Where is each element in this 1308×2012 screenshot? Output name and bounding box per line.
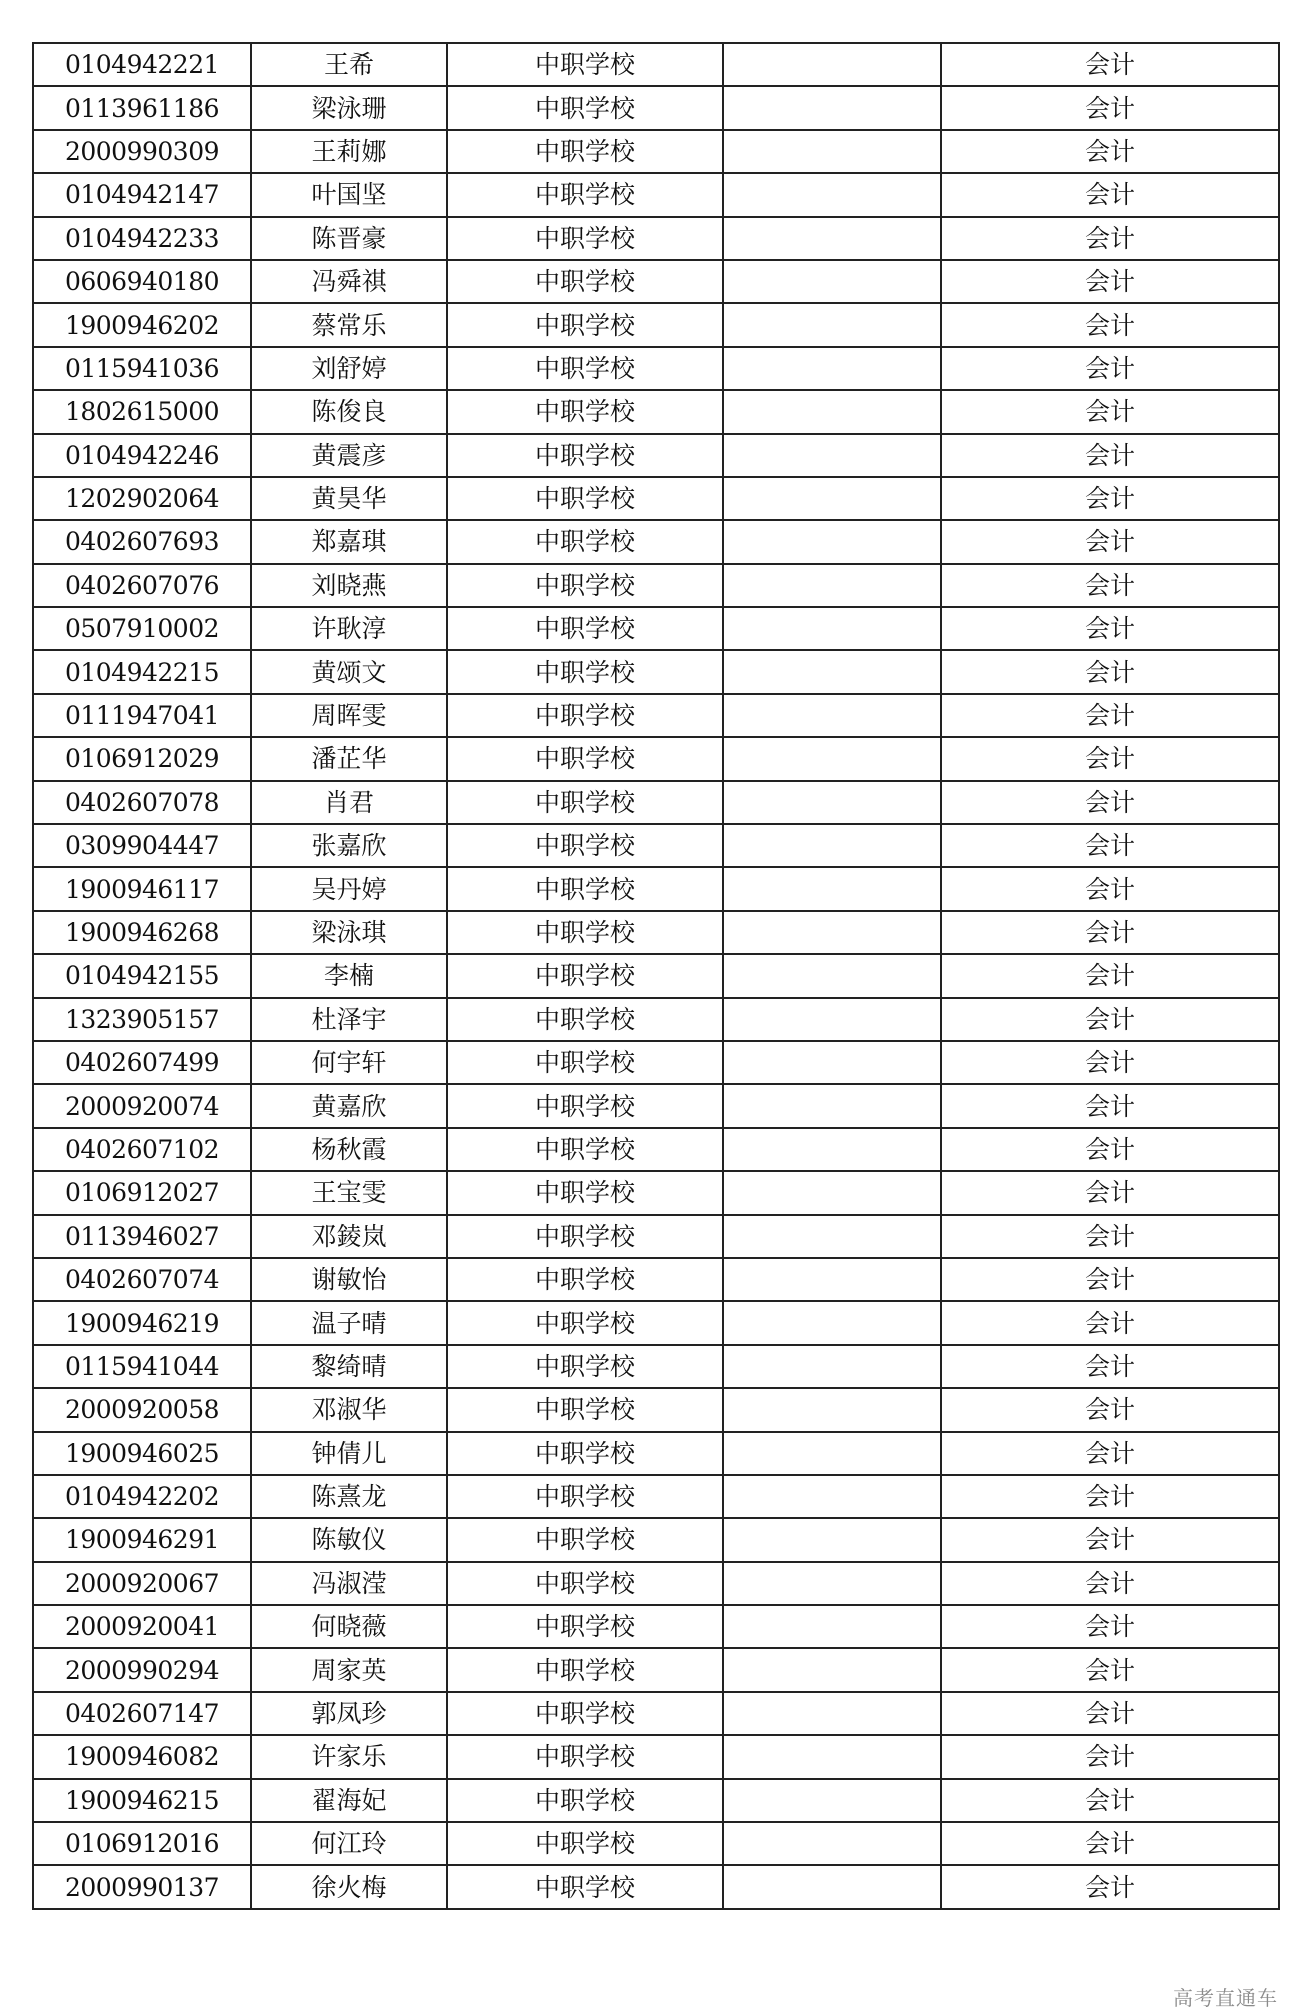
major-cell: 会计 <box>941 1388 1279 1431</box>
school-type-cell: 中职学校 <box>447 390 723 433</box>
candidate-id-cell: 1900946219 <box>33 1301 251 1344</box>
candidate-id-cell: 2000990137 <box>33 1865 251 1908</box>
school-type-cell: 中职学校 <box>447 477 723 520</box>
student-name-cell: 李楠 <box>251 954 447 997</box>
student-name-cell: 徐火梅 <box>251 1865 447 1908</box>
major-cell: 会计 <box>941 1301 1279 1344</box>
school-type-cell: 中职学校 <box>447 1865 723 1908</box>
watermark-text: 高考直通车 <box>1173 1986 1278 2010</box>
student-name-cell: 陈熹龙 <box>251 1475 447 1518</box>
table-row <box>33 867 1279 910</box>
candidate-id-cell: 0606940180 <box>33 260 251 303</box>
roster-table-body <box>33 43 1279 1909</box>
candidate-id-cell: 0106912027 <box>33 1171 251 1214</box>
student-name-cell: 蔡常乐 <box>251 303 447 346</box>
blank-cell <box>723 303 941 346</box>
candidate-id-cell: 0113946027 <box>33 1215 251 1258</box>
school-type-cell: 中职学校 <box>447 1432 723 1475</box>
table-row <box>33 1822 1279 1865</box>
table-row <box>33 86 1279 129</box>
school-type-cell: 中职学校 <box>447 824 723 867</box>
table-row <box>33 303 1279 346</box>
student-name-cell: 黄颂文 <box>251 650 447 693</box>
student-name-cell: 郭凤珍 <box>251 1692 447 1735</box>
major-cell: 会计 <box>941 1562 1279 1605</box>
student-name-cell: 潘芷华 <box>251 737 447 780</box>
school-type-cell: 中职学校 <box>447 1084 723 1127</box>
table-row <box>33 477 1279 520</box>
student-name-cell: 黄震彦 <box>251 434 447 477</box>
major-cell: 会计 <box>941 1735 1279 1778</box>
school-type-cell: 中职学校 <box>447 867 723 910</box>
table-row <box>33 1518 1279 1561</box>
major-cell: 会计 <box>941 607 1279 650</box>
blank-cell <box>723 1692 941 1735</box>
blank-cell <box>723 1345 941 1388</box>
admission-roster-table <box>32 42 1280 1910</box>
major-cell: 会计 <box>941 43 1279 86</box>
school-type-cell: 中职学校 <box>447 1779 723 1822</box>
blank-cell <box>723 694 941 737</box>
blank-cell <box>723 1648 941 1691</box>
blank-cell <box>723 260 941 303</box>
table-row <box>33 737 1279 780</box>
major-cell: 会计 <box>941 1041 1279 1084</box>
major-cell: 会计 <box>941 1692 1279 1735</box>
candidate-id-cell: 0104942233 <box>33 217 251 260</box>
blank-cell <box>723 1215 941 1258</box>
student-name-cell: 吴丹婷 <box>251 867 447 910</box>
candidate-id-cell: 0104942215 <box>33 650 251 693</box>
blank-cell <box>723 43 941 86</box>
table-row <box>33 1735 1279 1778</box>
blank-cell <box>723 1735 941 1778</box>
table-row <box>33 43 1279 86</box>
blank-cell <box>723 867 941 910</box>
candidate-id-cell: 0104942147 <box>33 173 251 216</box>
major-cell: 会计 <box>941 1605 1279 1648</box>
blank-cell <box>723 737 941 780</box>
school-type-cell: 中职学校 <box>447 1301 723 1344</box>
major-cell: 会计 <box>941 998 1279 1041</box>
candidate-id-cell: 0402607076 <box>33 564 251 607</box>
candidate-id-cell: 0115941044 <box>33 1345 251 1388</box>
blank-cell <box>723 1084 941 1127</box>
school-type-cell: 中职学校 <box>447 130 723 173</box>
blank-cell <box>723 607 941 650</box>
major-cell: 会计 <box>941 1432 1279 1475</box>
blank-cell <box>723 1258 941 1301</box>
candidate-id-cell: 0106912016 <box>33 1822 251 1865</box>
school-type-cell: 中职学校 <box>447 1648 723 1691</box>
school-type-cell: 中职学校 <box>447 1258 723 1301</box>
candidate-id-cell: 0402607078 <box>33 781 251 824</box>
table-row <box>33 1084 1279 1127</box>
candidate-id-cell: 0115941036 <box>33 347 251 390</box>
blank-cell <box>723 1562 941 1605</box>
school-type-cell: 中职学校 <box>447 1518 723 1561</box>
student-name-cell: 陈敏仪 <box>251 1518 447 1561</box>
blank-cell <box>723 1475 941 1518</box>
blank-cell <box>723 1605 941 1648</box>
table-row <box>33 1648 1279 1691</box>
blank-cell <box>723 434 941 477</box>
major-cell: 会计 <box>941 1258 1279 1301</box>
table-row <box>33 1605 1279 1648</box>
school-type-cell: 中职学校 <box>447 781 723 824</box>
major-cell: 会计 <box>941 694 1279 737</box>
major-cell: 会计 <box>941 1865 1279 1908</box>
major-cell: 会计 <box>941 477 1279 520</box>
candidate-id-cell: 0104942202 <box>33 1475 251 1518</box>
school-type-cell: 中职学校 <box>447 1562 723 1605</box>
school-type-cell: 中职学校 <box>447 1822 723 1865</box>
school-type-cell: 中职学校 <box>447 1128 723 1171</box>
school-type-cell: 中职学校 <box>447 954 723 997</box>
school-type-cell: 中职学校 <box>447 694 723 737</box>
school-type-cell: 中职学校 <box>447 260 723 303</box>
blank-cell <box>723 1779 941 1822</box>
blank-cell <box>723 1041 941 1084</box>
candidate-id-cell: 0309904447 <box>33 824 251 867</box>
blank-cell <box>723 954 941 997</box>
blank-cell <box>723 130 941 173</box>
blank-cell <box>723 86 941 129</box>
major-cell: 会计 <box>941 1475 1279 1518</box>
student-name-cell: 冯淑滢 <box>251 1562 447 1605</box>
table-row <box>33 954 1279 997</box>
table-row <box>33 1475 1279 1518</box>
student-name-cell: 何江玲 <box>251 1822 447 1865</box>
student-name-cell: 陈晋豪 <box>251 217 447 260</box>
candidate-id-cell: 1900946268 <box>33 911 251 954</box>
major-cell: 会计 <box>941 1518 1279 1561</box>
school-type-cell: 中职学校 <box>447 434 723 477</box>
blank-cell <box>723 1865 941 1908</box>
student-name-cell: 郑嘉琪 <box>251 520 447 563</box>
major-cell: 会计 <box>941 520 1279 563</box>
blank-cell <box>723 347 941 390</box>
school-type-cell: 中职学校 <box>447 650 723 693</box>
table-row <box>33 173 1279 216</box>
student-name-cell: 许耿淳 <box>251 607 447 650</box>
student-name-cell: 黎绮晴 <box>251 1345 447 1388</box>
table-row <box>33 1345 1279 1388</box>
student-name-cell: 刘舒婷 <box>251 347 447 390</box>
school-type-cell: 中职学校 <box>447 347 723 390</box>
student-name-cell: 肖君 <box>251 781 447 824</box>
candidate-id-cell: 2000920067 <box>33 1562 251 1605</box>
major-cell: 会计 <box>941 173 1279 216</box>
major-cell: 会计 <box>941 1215 1279 1258</box>
student-name-cell: 王宝雯 <box>251 1171 447 1214</box>
student-name-cell: 翟海妃 <box>251 1779 447 1822</box>
major-cell: 会计 <box>941 1345 1279 1388</box>
table-row <box>33 998 1279 1041</box>
blank-cell <box>723 911 941 954</box>
blank-cell <box>723 520 941 563</box>
student-name-cell: 梁泳琪 <box>251 911 447 954</box>
candidate-id-cell: 0402607074 <box>33 1258 251 1301</box>
student-name-cell: 邓淑华 <box>251 1388 447 1431</box>
blank-cell <box>723 781 941 824</box>
candidate-id-cell: 2000920041 <box>33 1605 251 1648</box>
blank-cell <box>723 564 941 607</box>
blank-cell <box>723 477 941 520</box>
student-name-cell: 王希 <box>251 43 447 86</box>
table-row <box>33 607 1279 650</box>
major-cell: 会计 <box>941 867 1279 910</box>
student-name-cell: 周晖雯 <box>251 694 447 737</box>
candidate-id-cell: 2000990294 <box>33 1648 251 1691</box>
major-cell: 会计 <box>941 347 1279 390</box>
student-name-cell: 叶国坚 <box>251 173 447 216</box>
blank-cell <box>723 1301 941 1344</box>
major-cell: 会计 <box>941 737 1279 780</box>
student-name-cell: 邓錂岚 <box>251 1215 447 1258</box>
table-row <box>33 217 1279 260</box>
school-type-cell: 中职学校 <box>447 607 723 650</box>
school-type-cell: 中职学校 <box>447 86 723 129</box>
blank-cell <box>723 824 941 867</box>
table-row <box>33 1432 1279 1475</box>
student-name-cell: 黄嘉欣 <box>251 1084 447 1127</box>
table-row <box>33 1562 1279 1605</box>
table-row <box>33 1865 1279 1908</box>
blank-cell <box>723 1128 941 1171</box>
major-cell: 会计 <box>941 1779 1279 1822</box>
student-name-cell: 何晓薇 <box>251 1605 447 1648</box>
student-name-cell: 许家乐 <box>251 1735 447 1778</box>
major-cell: 会计 <box>941 650 1279 693</box>
candidate-id-cell: 0402607102 <box>33 1128 251 1171</box>
major-cell: 会计 <box>941 564 1279 607</box>
candidate-id-cell: 2000920058 <box>33 1388 251 1431</box>
blank-cell <box>723 650 941 693</box>
student-name-cell: 陈俊良 <box>251 390 447 433</box>
school-type-cell: 中职学校 <box>447 303 723 346</box>
major-cell: 会计 <box>941 130 1279 173</box>
major-cell: 会计 <box>941 1084 1279 1127</box>
blank-cell <box>723 1171 941 1214</box>
student-name-cell: 王莉娜 <box>251 130 447 173</box>
school-type-cell: 中职学校 <box>447 1171 723 1214</box>
school-type-cell: 中职学校 <box>447 520 723 563</box>
major-cell: 会计 <box>941 86 1279 129</box>
school-type-cell: 中职学校 <box>447 911 723 954</box>
student-name-cell: 谢敏怡 <box>251 1258 447 1301</box>
school-type-cell: 中职学校 <box>447 737 723 780</box>
candidate-id-cell: 0104942221 <box>33 43 251 86</box>
school-type-cell: 中职学校 <box>447 1215 723 1258</box>
student-name-cell: 何宇轩 <box>251 1041 447 1084</box>
candidate-id-cell: 2000990309 <box>33 130 251 173</box>
blank-cell <box>723 1822 941 1865</box>
table-row <box>33 390 1279 433</box>
table-row <box>33 1041 1279 1084</box>
candidate-id-cell: 1900946202 <box>33 303 251 346</box>
major-cell: 会计 <box>941 911 1279 954</box>
candidate-id-cell: 1900946291 <box>33 1518 251 1561</box>
school-type-cell: 中职学校 <box>447 1475 723 1518</box>
candidate-id-cell: 1900946117 <box>33 867 251 910</box>
table-row <box>33 130 1279 173</box>
major-cell: 会计 <box>941 303 1279 346</box>
table-row <box>33 1692 1279 1735</box>
blank-cell <box>723 217 941 260</box>
student-name-cell: 温子晴 <box>251 1301 447 1344</box>
student-name-cell: 黄昊华 <box>251 477 447 520</box>
major-cell: 会计 <box>941 954 1279 997</box>
school-type-cell: 中职学校 <box>447 1735 723 1778</box>
table-row <box>33 911 1279 954</box>
student-name-cell: 周家英 <box>251 1648 447 1691</box>
table-row <box>33 347 1279 390</box>
school-type-cell: 中职学校 <box>447 173 723 216</box>
table-row <box>33 650 1279 693</box>
school-type-cell: 中职学校 <box>447 564 723 607</box>
table-row <box>33 694 1279 737</box>
student-name-cell: 杨秋霞 <box>251 1128 447 1171</box>
candidate-id-cell: 1900946082 <box>33 1735 251 1778</box>
table-row <box>33 1215 1279 1258</box>
blank-cell <box>723 390 941 433</box>
candidate-id-cell: 1202902064 <box>33 477 251 520</box>
candidate-id-cell: 1900946215 <box>33 1779 251 1822</box>
student-name-cell: 张嘉欣 <box>251 824 447 867</box>
table-row <box>33 520 1279 563</box>
table-row <box>33 824 1279 867</box>
candidate-id-cell: 0402607499 <box>33 1041 251 1084</box>
blank-cell <box>723 1388 941 1431</box>
table-row <box>33 260 1279 303</box>
candidate-id-cell: 0111947041 <box>33 694 251 737</box>
candidate-id-cell: 0402607147 <box>33 1692 251 1735</box>
student-name-cell: 冯舜祺 <box>251 260 447 303</box>
table-row <box>33 1171 1279 1214</box>
table-row <box>33 1258 1279 1301</box>
school-type-cell: 中职学校 <box>447 1345 723 1388</box>
table-row <box>33 1779 1279 1822</box>
major-cell: 会计 <box>941 1648 1279 1691</box>
table-row <box>33 564 1279 607</box>
school-type-cell: 中职学校 <box>447 1692 723 1735</box>
student-name-cell: 梁泳珊 <box>251 86 447 129</box>
student-name-cell: 杜泽宇 <box>251 998 447 1041</box>
student-name-cell: 刘晓燕 <box>251 564 447 607</box>
candidate-id-cell: 0106912029 <box>33 737 251 780</box>
major-cell: 会计 <box>941 1171 1279 1214</box>
candidate-id-cell: 1900946025 <box>33 1432 251 1475</box>
blank-cell <box>723 1518 941 1561</box>
major-cell: 会计 <box>941 260 1279 303</box>
blank-cell <box>723 173 941 216</box>
school-type-cell: 中职学校 <box>447 1041 723 1084</box>
candidate-id-cell: 1323905157 <box>33 998 251 1041</box>
major-cell: 会计 <box>941 390 1279 433</box>
candidate-id-cell: 2000920074 <box>33 1084 251 1127</box>
candidate-id-cell: 0104942246 <box>33 434 251 477</box>
table-row <box>33 781 1279 824</box>
major-cell: 会计 <box>941 781 1279 824</box>
table-row <box>33 434 1279 477</box>
school-type-cell: 中职学校 <box>447 1605 723 1648</box>
blank-cell <box>723 1432 941 1475</box>
major-cell: 会计 <box>941 1128 1279 1171</box>
blank-cell <box>723 998 941 1041</box>
candidate-id-cell: 0104942155 <box>33 954 251 997</box>
major-cell: 会计 <box>941 1822 1279 1865</box>
table-row <box>33 1128 1279 1171</box>
school-type-cell: 中职学校 <box>447 43 723 86</box>
school-type-cell: 中职学校 <box>447 1388 723 1431</box>
student-name-cell: 钟倩儿 <box>251 1432 447 1475</box>
school-type-cell: 中职学校 <box>447 217 723 260</box>
candidate-id-cell: 0507910002 <box>33 607 251 650</box>
candidate-id-cell: 1802615000 <box>33 390 251 433</box>
major-cell: 会计 <box>941 217 1279 260</box>
candidate-id-cell: 0113961186 <box>33 86 251 129</box>
candidate-id-cell: 0402607693 <box>33 520 251 563</box>
major-cell: 会计 <box>941 824 1279 867</box>
major-cell: 会计 <box>941 434 1279 477</box>
table-row <box>33 1301 1279 1344</box>
school-type-cell: 中职学校 <box>447 998 723 1041</box>
table-row <box>33 1388 1279 1431</box>
